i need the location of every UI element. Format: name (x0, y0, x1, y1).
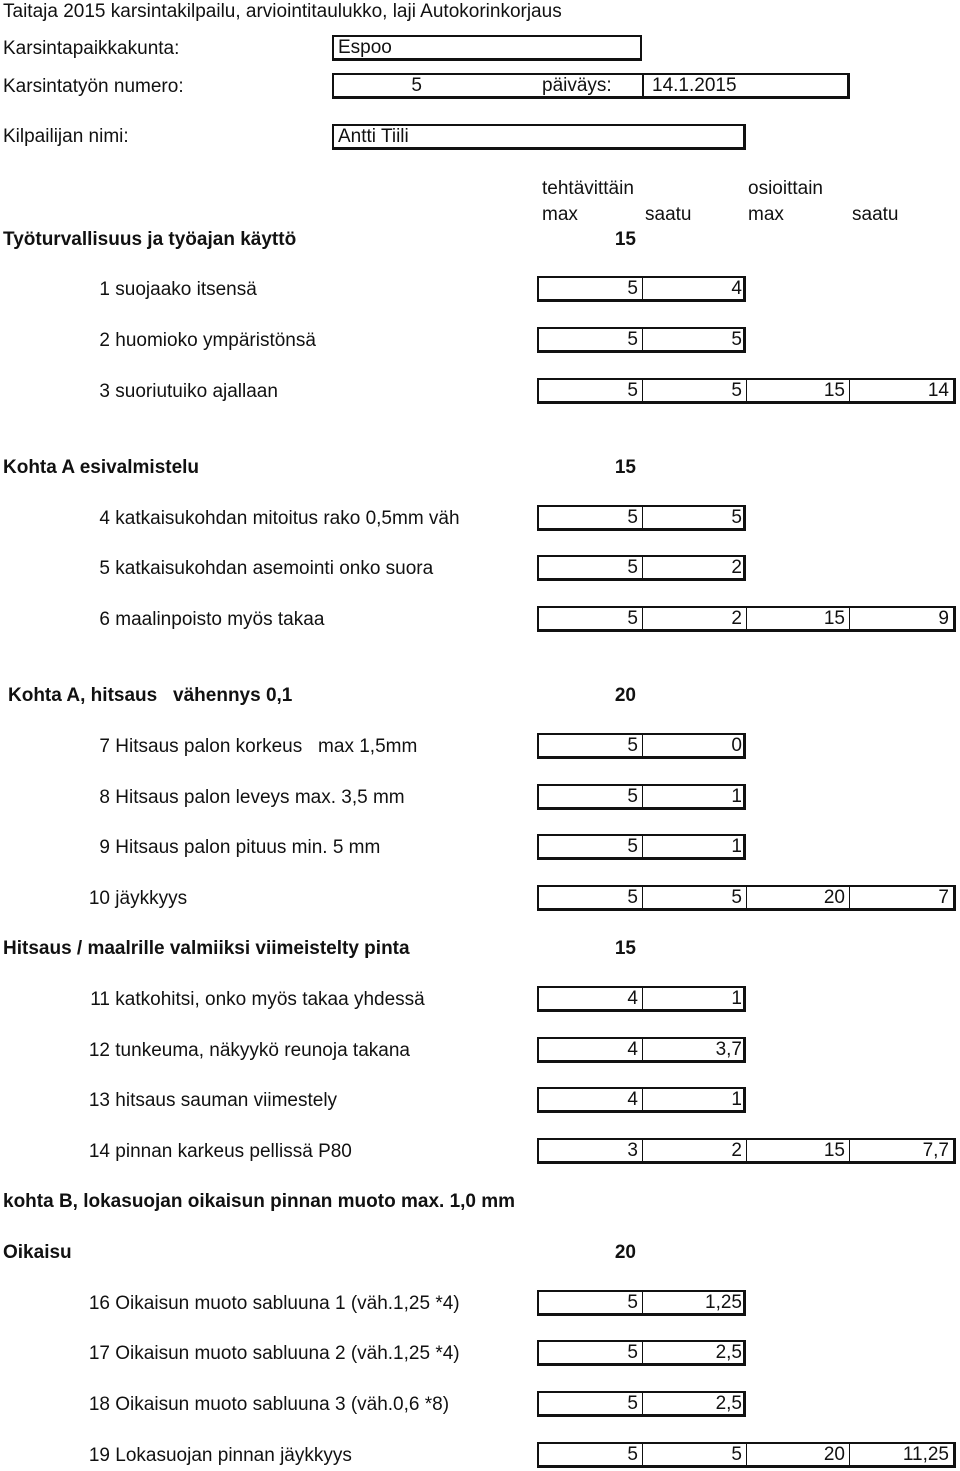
item-label: 5 katkaisukohdan asemointi onko suora (99, 558, 434, 579)
section-total-got: 11,25 (902, 1444, 949, 1465)
column-got-tasks: saatu (645, 204, 692, 225)
section-title: Hitsaus / maalrille valmiiksi viimeistelty pinta (3, 938, 410, 959)
competitor-value: Antti Tiili (338, 126, 409, 147)
section-max: 15 (614, 938, 636, 959)
score-got[interactable]: 2 (731, 1140, 742, 1161)
work-number-value: 5 (411, 75, 422, 96)
score-row[interactable] (537, 834, 746, 860)
item-label: 16 Oikaisun muoto sabluuna 1 (väh.1,25 *4) (88, 1293, 460, 1314)
item-label: 17 Oikaisun muoto sabluuna 2 (väh.1,25 *4) (88, 1343, 460, 1364)
section-total-max: 15 (746, 380, 850, 402)
section-total-got: 9 (938, 608, 949, 629)
item-label: 9 Hitsaus palon pituus min. 5 mm (99, 837, 381, 858)
score-max: 5 (539, 507, 643, 529)
score-got[interactable]: 1 (731, 988, 742, 1009)
score-got[interactable]: 1 (731, 1089, 742, 1110)
score-max: 3 (539, 1140, 643, 1162)
score-max: 5 (539, 735, 643, 757)
section-total-max: 15 (746, 1140, 850, 1162)
section-total-got: 14 (927, 380, 949, 401)
score-got[interactable]: 2,5 (715, 1342, 742, 1363)
section-total-max: 20 (746, 887, 850, 909)
date-label: päiväys: (542, 75, 612, 96)
score-got[interactable]: 1,25 (705, 1292, 742, 1313)
score-got[interactable]: 3,7 (715, 1039, 742, 1060)
score-max: 5 (539, 329, 643, 351)
score-max: 5 (539, 1342, 643, 1364)
section-total-got: 7 (938, 887, 949, 908)
score-max: 5 (539, 786, 643, 808)
score-max: 5 (539, 1393, 643, 1415)
score-got[interactable]: 5 (731, 887, 742, 908)
score-row[interactable] (537, 1037, 746, 1063)
column-max-tasks: max (542, 204, 578, 225)
section-title: Kohta A, hitsaus vähennys 0,1 (8, 685, 293, 706)
item-label: 7 Hitsaus palon korkeus max 1,5mm (99, 736, 418, 757)
score-got[interactable]: 5 (731, 329, 742, 350)
score-row[interactable] (537, 784, 746, 810)
location-field[interactable] (332, 35, 642, 61)
item-label: 6 maalinpoisto myös takaa (99, 609, 325, 630)
date-value[interactable]: 14.1.2015 (642, 73, 737, 97)
score-row[interactable] (537, 1087, 746, 1113)
column-group-sections: osioittain (748, 178, 823, 199)
score-row[interactable] (537, 1442, 956, 1468)
score-got[interactable]: 1 (731, 836, 742, 857)
page-title: Taitaja 2015 karsintakilpailu, arviointitaulukko, laji Autokorinkorjaus (3, 1, 562, 22)
column-got-sections: saatu (852, 204, 899, 225)
item-label: 4 katkaisukohdan mitoitus rako 0,5mm väh (99, 508, 460, 529)
section-title: Kohta A esivalmistelu (3, 457, 200, 478)
score-got[interactable]: 5 (731, 507, 742, 528)
score-got[interactable]: 5 (731, 380, 742, 401)
item-label: 13 hitsaus sauman viimestely (88, 1090, 338, 1111)
item-label: 11 katkohitsi, onko myös takaa yhdessä (90, 989, 425, 1010)
item-label: 14 pinnan karkeus pellissä P80 (88, 1141, 352, 1162)
score-row[interactable] (537, 378, 956, 404)
section-max: 20 (614, 1242, 636, 1263)
score-max: 5 (539, 836, 643, 858)
item-label: 3 suoriutuiko ajallaan (99, 381, 278, 402)
column-max-sections: max (748, 204, 784, 225)
competitor-field[interactable] (332, 124, 746, 150)
work-number-label: Karsintatyön numero: (3, 76, 184, 97)
score-row[interactable] (537, 327, 746, 353)
work-number-field[interactable] (332, 73, 850, 99)
item-label: 18 Oikaisun muoto sabluuna 3 (väh.0,6 *8) (88, 1394, 450, 1415)
item-label: 2 huomioko ympäristönsä (99, 330, 316, 351)
score-got[interactable]: 1 (731, 786, 742, 807)
score-got[interactable]: 2 (731, 608, 742, 629)
item-label: 1 suojaako itsensä (99, 279, 257, 300)
score-row[interactable] (537, 1290, 746, 1316)
section-title: Oikaisu (3, 1242, 72, 1263)
score-row[interactable] (537, 1391, 746, 1417)
score-max: 4 (539, 1089, 643, 1111)
item-label: 10 jäykkyys (88, 888, 188, 909)
location-value: Espoo (338, 37, 392, 58)
section-max: 15 (614, 229, 636, 250)
location-label: Karsintapaikkakunta: (3, 38, 180, 59)
score-got[interactable]: 5 (731, 1444, 742, 1465)
section-total-max: 20 (746, 1444, 850, 1466)
section-total-max: 15 (746, 608, 850, 630)
score-row[interactable] (537, 555, 746, 581)
score-row[interactable] (537, 505, 746, 531)
score-got[interactable]: 0 (731, 735, 742, 756)
column-group-tasks: tehtävittäin (542, 178, 634, 199)
score-got[interactable]: 2 (731, 557, 742, 578)
score-max: 5 (539, 278, 643, 300)
item-label: 19 Lokasuojan pinnan jäykkyys (88, 1445, 352, 1466)
section-total-got: 7,7 (922, 1140, 949, 1161)
score-max: 4 (539, 1039, 643, 1061)
score-row[interactable] (537, 885, 956, 911)
score-row[interactable] (537, 606, 956, 632)
part-b-title: kohta B, lokasuojan oikaisun pinnan muoto max. 1,0 mm (3, 1191, 516, 1212)
score-max: 4 (539, 988, 643, 1010)
item-label: 8 Hitsaus palon leveys max. 3,5 mm (99, 787, 405, 808)
score-row[interactable] (537, 276, 746, 302)
score-max: 5 (539, 557, 643, 579)
competitor-label: Kilpailijan nimi: (3, 126, 129, 147)
score-max: 5 (539, 380, 643, 402)
section-max: 20 (614, 685, 636, 706)
score-row[interactable] (537, 1138, 956, 1164)
score-row[interactable] (537, 986, 746, 1012)
score-max: 5 (539, 887, 643, 909)
section-max: 15 (614, 457, 636, 478)
score-row[interactable] (537, 733, 746, 759)
score-max: 5 (539, 1292, 643, 1314)
item-label: 12 tunkeuma, näkyykö reunoja takana (88, 1040, 410, 1061)
score-max: 5 (539, 1444, 643, 1466)
score-got[interactable]: 2,5 (715, 1393, 742, 1414)
score-max: 5 (539, 608, 643, 630)
section-title: Työturvallisuus ja työajan käyttö (3, 229, 297, 250)
score-row[interactable] (537, 1340, 746, 1366)
score-got[interactable]: 4 (731, 278, 742, 299)
